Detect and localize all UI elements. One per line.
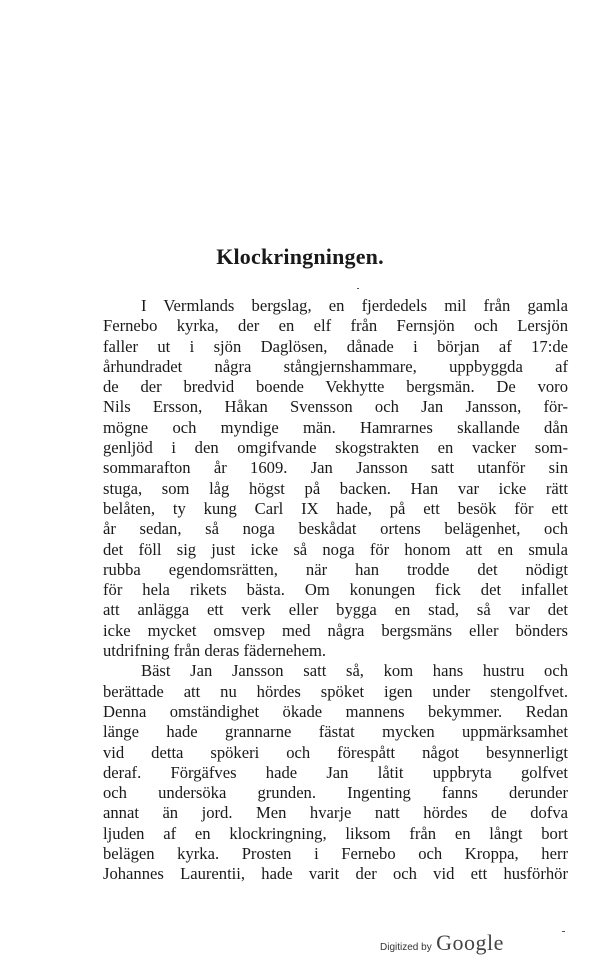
text-line: deraf. Förgäfves hade Jan låtit uppbryta golfvet: [103, 762, 568, 782]
text-line: faller ut i sjön Daglösen, dånade i början af 17:de: [103, 336, 568, 356]
digitized-label: Digitized by: [380, 942, 432, 953]
text-line: annat än jord. Men hvarje natt hördes de dofva: [103, 803, 568, 823]
body-text: [103, 296, 568, 885]
text-line: utdrifning från deras fädernehem.: [103, 641, 326, 661]
digitized-by-google-watermark: [380, 930, 504, 956]
text-line: stuga, som låg högst på backen. Han var icke rätt: [103, 478, 568, 498]
text-line: sommarafton år 1609. Jan Jansson satt utanför sin: [103, 458, 568, 478]
text-line: Nils Ersson, Håkan Svensson och Jan Jansson, för-: [103, 397, 568, 417]
text-line: det föll sig just icke så noga för honom att en smula: [103, 539, 568, 559]
text-line: och undersöka grunden. Ingenting fanns derunder: [103, 783, 568, 803]
scan-speck: [357, 288, 359, 289]
text-line: belåten, ty kung Carl IX hade, på ett besök för ett: [103, 498, 568, 518]
text-line: ljuden af en klockringning, liksom från en långt bort: [103, 823, 568, 843]
text-line: vid detta spökeri och förespått något besynnerligt: [103, 742, 568, 762]
text-line: för hela rikets bästa. Om konungen fick det infallet: [103, 580, 568, 600]
text-line: länge hade grannarne fästat mycken uppmärksamhet: [103, 722, 568, 742]
text-line: I Vermlands bergslag, en fjerdedels mil från gamla: [141, 296, 568, 315]
text-line: Bäst Jan Jansson satt så, kom hans hustru och: [141, 661, 568, 681]
text-line: århundradet några stångjernshammare, uppbyggda af: [103, 356, 568, 376]
google-logo: Google: [436, 930, 504, 955]
text-line: belägen kyrka. Prosten i Fernebo och Kroppa, herr: [103, 844, 568, 864]
text-line: genljöd i den omgifvande skogstrakten en vacker som-: [103, 438, 568, 458]
scan-speck: [562, 931, 565, 932]
text-line: berättade att nu hördes spöket igen under stengolfvet.: [103, 681, 568, 701]
chapter-title: Klockringningen.: [216, 244, 384, 269]
text-line: att anlägga ett verk eller bygga en stad, så var det: [103, 600, 568, 620]
text-line: mögne och myndige män. Hamrarnes skallande dån: [103, 417, 568, 437]
text-line: rubba egendomsrätten, när han trodde det nödigt: [103, 559, 568, 579]
text-line: Fernebo kyrka, der en elf från Fernsjön och Lersjön: [103, 316, 568, 336]
text-line: icke mycket omsvep med några bergsmäns eller bönders: [103, 620, 568, 640]
text-line: Denna omständighet ökade mannens bekymmer. Redan: [103, 701, 568, 721]
text-line: Johannes Laurentii, hade varit der och vid ett husförhör: [103, 864, 568, 884]
text-line: år sedan, så noga beskådat ortens belägenhet, och: [103, 519, 568, 539]
text-line: de der bredvid boende Vekhytte bergsmän. De voro: [103, 377, 568, 397]
